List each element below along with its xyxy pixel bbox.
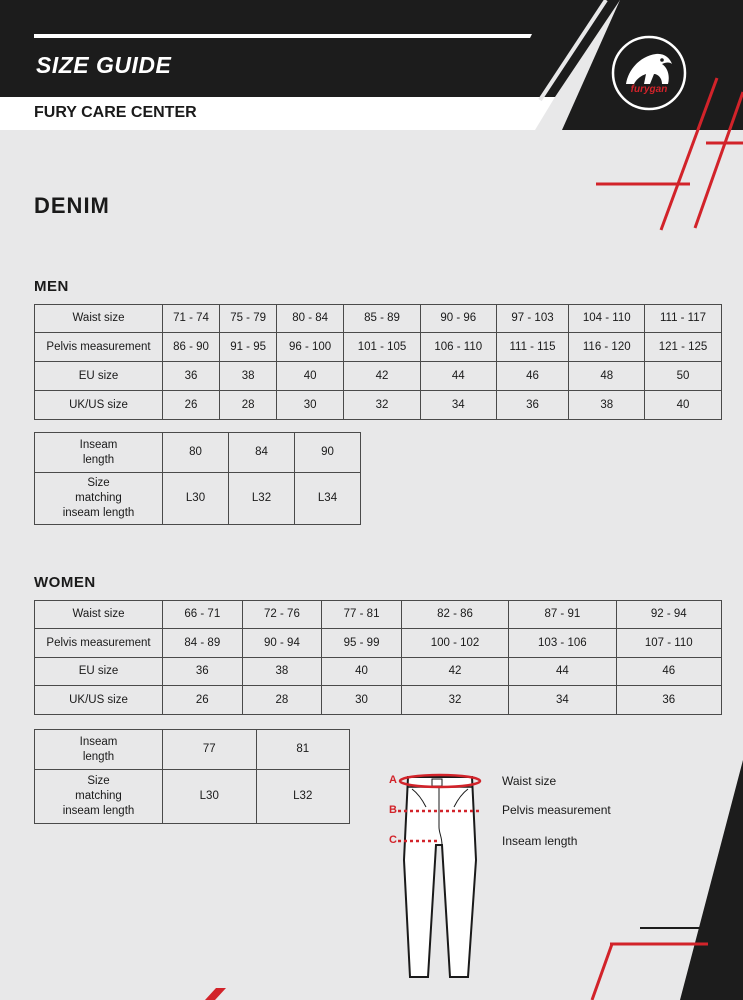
table-cell: 36 bbox=[496, 391, 569, 420]
table-cell: 36 bbox=[163, 362, 220, 391]
table-cell: 75 - 79 bbox=[220, 305, 277, 333]
bottom-corner-block bbox=[680, 760, 743, 1000]
table-row bbox=[35, 629, 722, 658]
row-label: Pelvis measurement bbox=[35, 333, 163, 362]
table-row bbox=[35, 433, 361, 473]
table-cell: 91 - 95 bbox=[220, 333, 277, 362]
table-cell: 28 bbox=[242, 686, 322, 715]
page-subtitle: FURY CARE CENTER bbox=[34, 104, 197, 121]
table-cell: 38 bbox=[569, 391, 645, 420]
table-cell: 46 bbox=[496, 362, 569, 391]
page-title: SIZE GUIDE bbox=[36, 52, 172, 78]
table-cell: 26 bbox=[163, 391, 220, 420]
table-cell: L30 bbox=[163, 770, 257, 824]
table-cell: 82 - 86 bbox=[401, 601, 508, 629]
row-label bbox=[35, 770, 163, 824]
brand-logo bbox=[610, 34, 688, 112]
table-row bbox=[35, 391, 722, 420]
row-label-line: inseam length bbox=[62, 805, 135, 817]
table-row bbox=[35, 473, 361, 525]
table-cell: 36 bbox=[616, 686, 722, 715]
row-label-line: inseam length bbox=[62, 507, 135, 519]
table-cell: 71 - 74 bbox=[163, 305, 220, 333]
table-cell: 81 bbox=[256, 730, 350, 770]
row-label bbox=[35, 433, 163, 473]
table-cell: 40 bbox=[277, 362, 344, 391]
table-cell: 86 - 90 bbox=[163, 333, 220, 362]
table-cell: 104 - 110 bbox=[569, 305, 645, 333]
table-row bbox=[35, 730, 350, 770]
table-cell: 32 bbox=[401, 686, 508, 715]
table-cell: 90 - 96 bbox=[420, 305, 496, 333]
table-cell: 96 - 100 bbox=[277, 333, 344, 362]
row-label-line: Size bbox=[87, 775, 110, 787]
table-cell: 42 bbox=[344, 362, 421, 391]
table-cell: 44 bbox=[509, 658, 616, 686]
table-cell: 30 bbox=[277, 391, 344, 420]
table-cell: 84 - 89 bbox=[163, 629, 243, 658]
row-label: Waist size bbox=[35, 601, 163, 629]
row-label-line: length bbox=[82, 453, 115, 466]
row-label-line: length bbox=[82, 750, 115, 763]
row-label: UK/US size bbox=[35, 391, 163, 420]
table-cell: 111 - 115 bbox=[496, 333, 569, 362]
table-row bbox=[35, 362, 722, 391]
table-cell: 103 - 106 bbox=[509, 629, 616, 658]
legend-letter-b: B bbox=[389, 804, 397, 816]
header-stripe bbox=[34, 34, 532, 38]
table-cell: 50 bbox=[645, 362, 722, 391]
table-cell: L30 bbox=[163, 473, 229, 525]
table-cell: 32 bbox=[344, 391, 421, 420]
panther-logo-icon bbox=[610, 34, 688, 112]
table-cell: 30 bbox=[322, 686, 402, 715]
table-cell: 106 - 110 bbox=[420, 333, 496, 362]
row-label bbox=[35, 473, 163, 525]
table-cell: 100 - 102 bbox=[401, 629, 508, 658]
row-label-line: Inseam bbox=[79, 438, 118, 451]
table-cell: 97 - 103 bbox=[496, 305, 569, 333]
table-row bbox=[35, 658, 722, 686]
row-label: Pelvis measurement bbox=[35, 629, 163, 658]
table-cell: 66 - 71 bbox=[163, 601, 243, 629]
women-title: WOMEN bbox=[34, 574, 96, 591]
row-label: EU size bbox=[35, 658, 163, 686]
brand-logo-text: furygan bbox=[630, 84, 668, 95]
table-cell: 95 - 99 bbox=[322, 629, 402, 658]
table-cell: 36 bbox=[163, 658, 243, 686]
red-accent-chip bbox=[205, 988, 226, 1000]
row-label-line: Inseam bbox=[79, 735, 118, 748]
row-label: EU size bbox=[35, 362, 163, 391]
table-cell: 40 bbox=[645, 391, 722, 420]
row-label: Waist size bbox=[35, 305, 163, 333]
table-cell: L34 bbox=[295, 473, 361, 525]
table-row bbox=[35, 770, 350, 824]
table-row bbox=[35, 305, 722, 333]
table-cell: 84 bbox=[229, 433, 295, 473]
header-band bbox=[0, 0, 620, 97]
table-cell: 85 - 89 bbox=[344, 305, 421, 333]
table-cell: 121 - 125 bbox=[645, 333, 722, 362]
row-label-line: matching bbox=[75, 492, 122, 504]
row-label: UK/US size bbox=[35, 686, 163, 715]
table-row bbox=[35, 686, 722, 715]
legend-pelvis-measurement: Pelvis measurement bbox=[502, 803, 611, 817]
table-cell: 34 bbox=[420, 391, 496, 420]
table-cell: 92 - 94 bbox=[616, 601, 722, 629]
legend-inseam-length: Inseam length bbox=[502, 834, 578, 848]
pants-diagram-icon bbox=[380, 765, 510, 980]
table-cell: 90 bbox=[295, 433, 361, 473]
table-cell: 87 - 91 bbox=[509, 601, 616, 629]
table-cell: L32 bbox=[229, 473, 295, 525]
table-cell: L32 bbox=[256, 770, 350, 824]
table-cell: 80 bbox=[163, 433, 229, 473]
table-cell: 101 - 105 bbox=[344, 333, 421, 362]
table-cell: 116 - 120 bbox=[569, 333, 645, 362]
table-row bbox=[35, 333, 722, 362]
table-cell: 38 bbox=[220, 362, 277, 391]
section-title: DENIM bbox=[34, 193, 110, 218]
table-cell: 28 bbox=[220, 391, 277, 420]
legend-letter-c: C bbox=[389, 834, 397, 846]
table-cell: 90 - 94 bbox=[242, 629, 322, 658]
table-cell: 40 bbox=[322, 658, 402, 686]
table-cell: 72 - 76 bbox=[242, 601, 322, 629]
legend-waist-size: Waist size bbox=[502, 774, 557, 788]
women-inseam-table bbox=[34, 729, 350, 824]
table-cell: 80 - 84 bbox=[277, 305, 344, 333]
table-cell: 111 - 117 bbox=[645, 305, 722, 333]
men-inseam-table bbox=[34, 432, 361, 525]
table-cell: 26 bbox=[163, 686, 243, 715]
table-cell: 46 bbox=[616, 658, 722, 686]
table-cell: 42 bbox=[401, 658, 508, 686]
men-title: MEN bbox=[34, 278, 69, 295]
table-row bbox=[35, 601, 722, 629]
table-cell: 38 bbox=[242, 658, 322, 686]
table-cell: 107 - 110 bbox=[616, 629, 722, 658]
table-cell: 44 bbox=[420, 362, 496, 391]
row-label-line: Size bbox=[87, 477, 110, 489]
row-label bbox=[35, 730, 163, 770]
women-size-table bbox=[34, 600, 722, 715]
red-accent-line bbox=[592, 944, 612, 1000]
legend-letter-a: A bbox=[389, 774, 397, 786]
table-cell: 77 bbox=[163, 730, 257, 770]
table-cell: 77 - 81 bbox=[322, 601, 402, 629]
table-cell: 48 bbox=[569, 362, 645, 391]
men-size-table bbox=[34, 304, 722, 420]
table-cell: 34 bbox=[509, 686, 616, 715]
row-label-line: matching bbox=[75, 790, 122, 802]
